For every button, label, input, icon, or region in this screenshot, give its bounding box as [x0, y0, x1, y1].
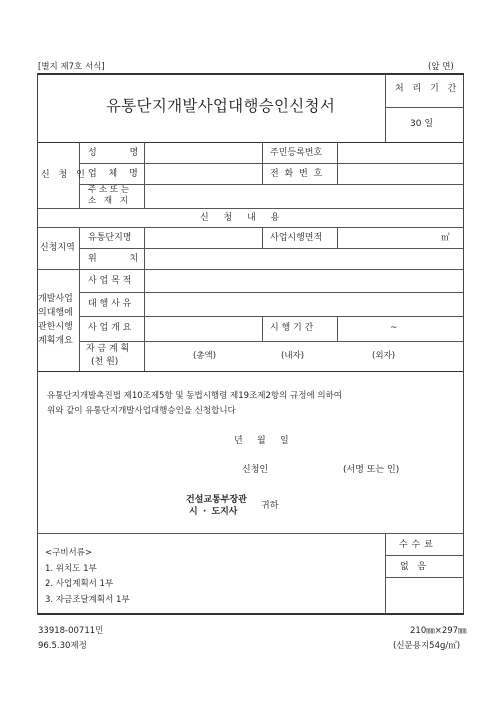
attachment-item-3: 3. 자금조달계획서 1부	[45, 595, 130, 605]
name-label: 성 명	[88, 148, 139, 158]
application-date: 년 월 일	[234, 436, 289, 446]
purpose-field[interactable]	[145, 270, 462, 291]
complex-name-label: 유통단지명	[88, 233, 132, 243]
location-label: 위 치	[88, 254, 139, 264]
resident-number-label: 주민등록번호	[270, 148, 323, 158]
paper-size: 210㎜×297㎜	[410, 626, 467, 636]
statement-line1: 유통단지개발촉진법 제10조제5항 및 동법시행령 제19조제2항의 규정에 의하여	[47, 391, 342, 401]
plan-label-line4: 계획개요	[38, 336, 73, 346]
fee-value: 없 음	[400, 562, 427, 572]
plan-label-line3: 관한시행	[38, 322, 73, 332]
sign-or-seal-label: (서명 또는 인)	[343, 465, 400, 475]
fund-total: (총액)	[193, 351, 217, 361]
area-unit: ㎡	[441, 233, 450, 243]
form-code: 33918-00711민	[38, 626, 104, 636]
page-side: (앞 면)	[428, 62, 454, 72]
company-field[interactable]	[145, 164, 261, 183]
recipient-governor: 시 · 도지사	[189, 507, 238, 517]
statement-line2: 위와 같이 유통단지개발사업대행승인을 신청합니다	[47, 406, 236, 416]
project-area-label: 사업시행면적	[270, 233, 323, 243]
fee-label: 수 수 료	[399, 540, 433, 550]
fund-label-line1: 자 금 계 획	[86, 344, 130, 354]
form-title: 유통단지개발사업대행승인신청서	[106, 97, 336, 115]
overview-field[interactable]	[145, 317, 261, 340]
fund-domestic: (내자)	[281, 351, 305, 361]
attachment-item-1: 1. 위치도 1부	[45, 564, 97, 574]
processing-period-value: 30 일	[410, 119, 434, 129]
reason-label: 대 행 사 유	[88, 299, 132, 309]
period-field[interactable]	[338, 317, 462, 340]
signature-field[interactable]	[275, 460, 340, 476]
complex-name-field[interactable]	[145, 228, 261, 247]
address-field[interactable]	[145, 185, 462, 207]
phone-field[interactable]	[338, 164, 462, 183]
region-label: 신청지역	[40, 243, 75, 253]
form-number: [별지 제7호 서식]	[38, 62, 105, 72]
name-field[interactable]	[145, 143, 261, 162]
phone-label: 전 화 번 호	[270, 169, 323, 179]
enactment-date: 96.5.30제정	[38, 641, 87, 651]
attachment-item-2: 2. 사업계획서 1부	[45, 579, 114, 589]
address-label-line2: 소 재 지	[88, 196, 129, 206]
resident-number-field[interactable]	[338, 143, 462, 162]
paper-type: (신문용지54g/㎡)	[393, 641, 461, 651]
period-label: 시 행 기 간	[270, 323, 314, 333]
applicant-sign-label: 신청인	[242, 465, 269, 475]
overview-label: 사 업 개 요	[88, 323, 132, 333]
fund-foreign: (외자)	[372, 351, 396, 361]
address-label-line1: 주 소 또 는	[88, 185, 129, 195]
processing-period-label: 처 리 기 간	[395, 84, 460, 94]
applicant-section-label: 신 청 인	[41, 170, 88, 180]
plan-label-line1: 개발사업	[38, 294, 73, 304]
company-label: 업 체 명	[88, 169, 138, 179]
request-content-header: 신 청 내 용	[200, 213, 286, 223]
recipient-minister: 건설교통부장관	[186, 495, 247, 505]
location-field[interactable]	[145, 249, 462, 268]
plan-label-line2: 의대행에	[38, 308, 73, 318]
purpose-label: 사 업 목 적	[88, 276, 132, 286]
reason-field[interactable]	[145, 293, 462, 315]
fund-label-line2: (천 원)	[91, 357, 119, 367]
attachments-header: <구비서류>	[45, 548, 93, 558]
fund-plan-field[interactable]	[145, 342, 462, 370]
period-separator: ~	[390, 323, 398, 333]
honorific: 귀하	[261, 501, 279, 511]
